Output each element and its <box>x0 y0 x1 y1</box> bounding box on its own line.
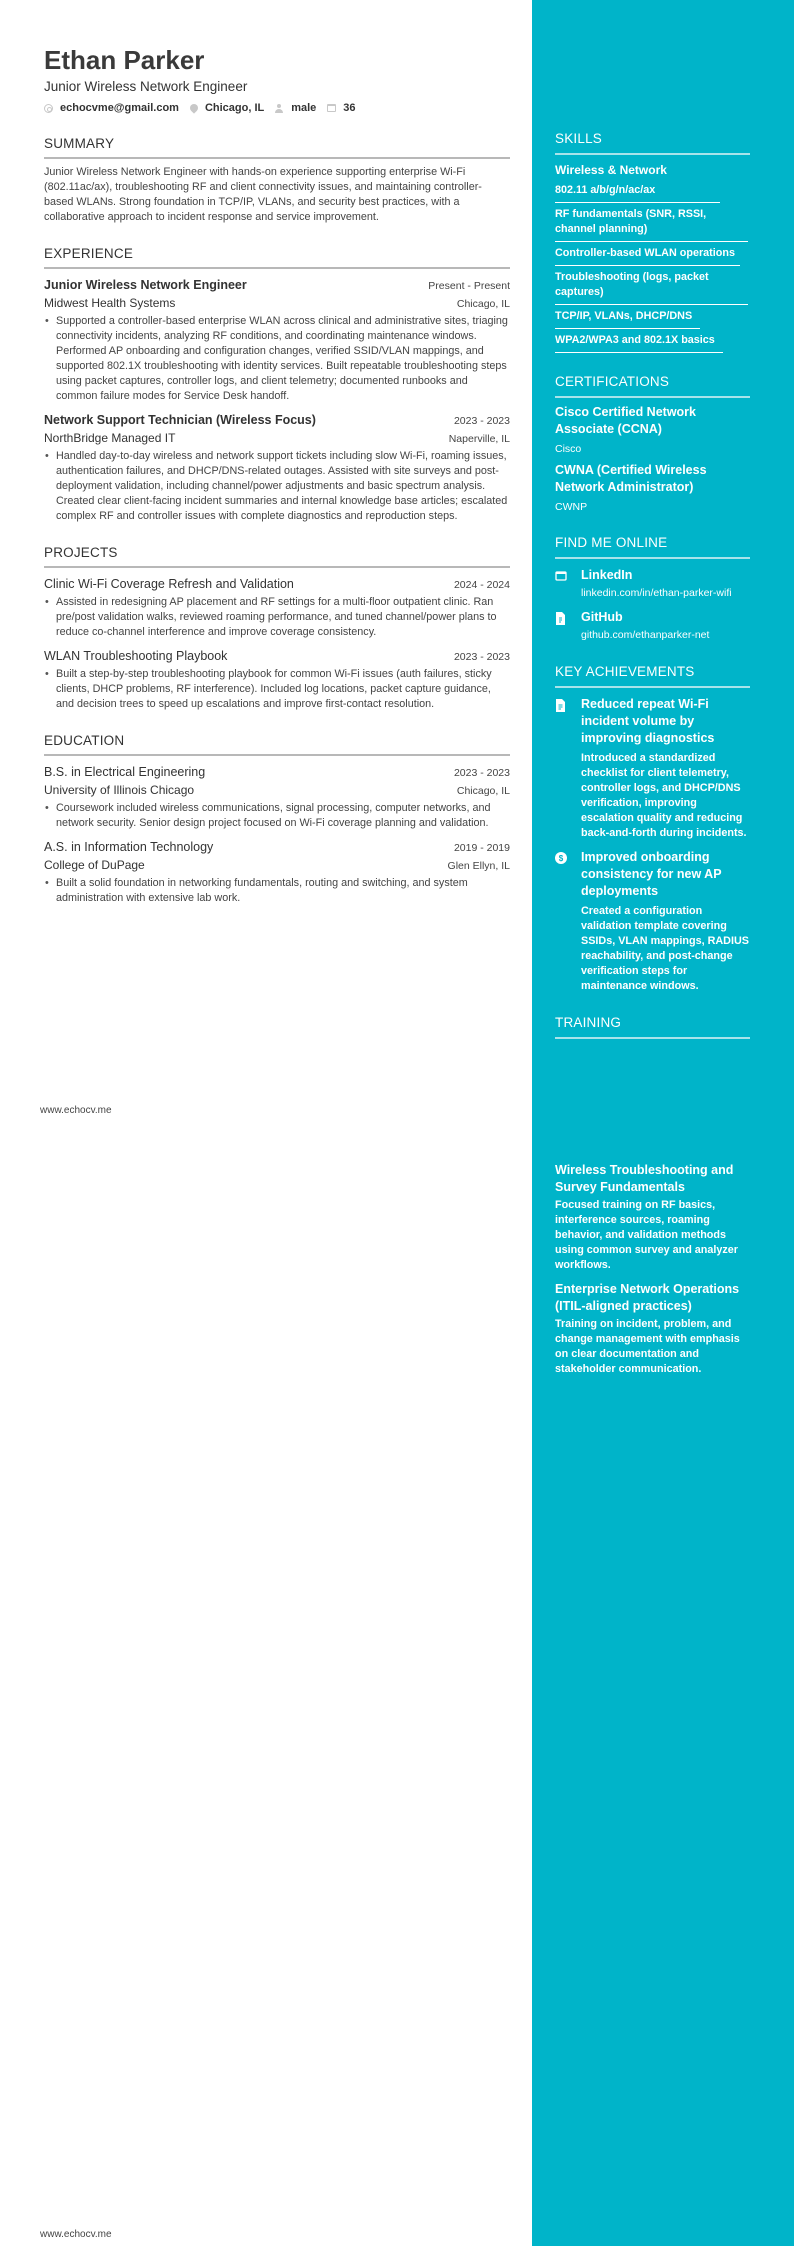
email-icon <box>44 104 53 113</box>
school-location: Glen Ellyn, IL <box>447 860 510 872</box>
location-icon <box>188 102 199 113</box>
job-dates: Present - Present <box>428 280 510 292</box>
candidate-name: Ethan Parker <box>44 45 205 75</box>
person-icon <box>275 104 284 113</box>
skills-section <box>555 130 750 353</box>
experience-entry <box>44 276 510 404</box>
job-location: Chicago, IL <box>456 298 510 310</box>
job-title: Junior Wireless Network Engineer <box>44 278 247 292</box>
gender-text: male <box>291 102 317 114</box>
education-dates: 2019 - 2019 <box>453 842 510 854</box>
certification-name: CWNA (Certified Wireless Network Administrator) <box>555 463 707 494</box>
age-text: 36 <box>343 102 356 114</box>
section-heading: FIND ME ONLINE <box>555 534 750 559</box>
job-dates: 2023 - 2023 <box>453 415 510 427</box>
candidate-title: Junior Wireless Network Engineer <box>44 79 248 94</box>
education-section <box>44 732 510 906</box>
skill-category: Wireless & Network <box>555 163 667 177</box>
company-name: NorthBridge Managed IT <box>44 431 176 445</box>
bullet: • Handled day-to-day wireless and network support tickets including slow Wi-Fi, roaming issues, authentication failures, and DHCP/DNS-related outages. Assisted with site surveys and post-deployment validation, including channel/power adjustments and basic spectrum analysis. Created clear client-facing incident summaries and internal knowledge base articles; escalated complex RF and controller issues with complete diagnostics and reproduction steps. <box>44 449 510 524</box>
skill-item: WPA2/WPA3 and 802.1X basics <box>555 329 723 353</box>
online-url[interactable]: github.com/ethanparker-net <box>581 629 710 641</box>
section-heading: SKILLS <box>555 130 750 155</box>
achievements-section <box>555 663 750 994</box>
education-dates: 2023 - 2023 <box>453 767 510 779</box>
skill-item: TCP/IP, VLANs, DHCP/DNS <box>555 305 700 329</box>
project-entry <box>44 647 510 712</box>
achievement-title: Reduced repeat Wi-Fi incident volume by improving diagnostics <box>581 697 715 745</box>
location-text: Chicago, IL <box>204 102 265 114</box>
degree-name: B.S. in Electrical Engineering <box>44 765 206 779</box>
bullet: • Assisted in redesigning AP placement and RF settings for a multi-floor outpatient clinic. Ran pre/post validation walks, reviewed roaming performance, and tuned channel/power plans to reduce co-channel interference and improve coverage consistency. <box>44 595 510 640</box>
training-items <box>555 1162 750 1377</box>
school-location: Chicago, IL <box>456 785 510 797</box>
certification-name: Cisco Certified Network Associate (CCNA) <box>555 405 697 436</box>
online-url[interactable]: linkedin.com/in/ethan-parker-wifi <box>581 587 732 599</box>
footer-link[interactable]: www.echocv.me <box>40 1105 112 1116</box>
github-icon <box>555 609 581 643</box>
section-heading: EDUCATION <box>44 732 510 756</box>
section-heading: CERTIFICATIONS <box>555 373 750 398</box>
online-link-github[interactable] <box>555 609 750 643</box>
project-name: Clinic Wi-Fi Coverage Refresh and Validation <box>44 577 294 591</box>
school-name: College of DuPage <box>44 858 145 872</box>
contact-email[interactable] <box>44 101 179 115</box>
online-section <box>555 534 750 643</box>
bullet: • Built a solid foundation in networking fundamentals, routing and switching, and system administration with extensive lab work. <box>44 876 510 906</box>
main-column <box>44 44 510 906</box>
sidebar <box>555 130 750 1039</box>
calendar-icon <box>327 104 336 112</box>
school-name: University of Illinois Chicago <box>44 783 195 797</box>
online-label: GitHub <box>581 610 623 624</box>
training-description: Focused training on RF basics, interference sources, roaming behavior, and validation methods using common survey and analyzer workflows. <box>555 1199 739 1271</box>
project-dates: 2024 - 2024 <box>453 579 510 591</box>
section-heading: TRAINING <box>555 1014 750 1039</box>
training-title: Wireless Troubleshooting and Survey Fundamentals <box>555 1163 734 1194</box>
education-entry <box>44 763 510 831</box>
linkedin-icon <box>555 567 581 601</box>
summary-section <box>44 135 510 225</box>
achievement-description: Created a configuration validation template covering SSIDs, VLAN mappings, RADIUS reachability, and post-change verification steps for maintenance windows. <box>581 905 749 992</box>
contact-row <box>44 101 510 115</box>
achievement-description: Introduced a standardized checklist for client telemetry, controller logs, and DHCP/DNS verification, improving escalation quality and reducing back-and-forth during incidents. <box>581 752 747 839</box>
skill-item: Controller-based WLAN operations <box>555 242 740 266</box>
bullet: • Built a step-by-step troubleshooting playbook for common Wi-Fi issues (auth failures, sticky clients, DHCP problems, RF interference). Included log locations, packet capture guidance, and decision trees to speed up escalations and improve first-contact resolution. <box>44 667 510 712</box>
bullet: • Coursework included wireless communications, signal processing, computer networks, and network security. Senior design project focused on Wi-Fi coverage planning and validation. <box>44 801 510 831</box>
achievement-item <box>555 849 750 994</box>
project-name: WLAN Troubleshooting Playbook <box>44 649 228 663</box>
dollar-icon <box>555 849 581 994</box>
project-entry <box>44 575 510 640</box>
experience-entry <box>44 411 510 524</box>
summary-text: Junior Wireless Network Engineer with hands-on experience supporting enterprise Wi-Fi (802.11ac/ax), troubleshooting RF and client connectivity issues, and maintaining controller-based WLANs. Strong foundation in TCP/IP, VLANs, and security best practices, with a collaborative approach to incident response and service improvement. <box>44 166 482 223</box>
projects-section <box>44 544 510 712</box>
education-entry <box>44 838 510 906</box>
online-link-linkedin[interactable] <box>555 567 750 601</box>
training-title: Enterprise Network Operations (ITIL-aligned practices) <box>555 1282 740 1313</box>
bullet: • Supported a controller-based enterprise WLAN across clinical and administrative sites, triaging connectivity incidents, analyzing RF conditions, and coordinating maintenance windows. Performed AP onboarding and configuration changes, verified SSID/VLAN mappings, and supported 802.1X troubleshooting with identity services. Built repeatable troubleshooting steps using packet captures, controller logs, and client telemetry; documented runbooks and common failure modes for Service Desk handoff. <box>44 314 510 404</box>
company-name: Midwest Health Systems <box>44 296 176 310</box>
skill-item: 802.11 a/b/g/n/ac/ax <box>555 179 720 203</box>
contact-age <box>327 101 355 115</box>
experience-section <box>44 245 510 524</box>
training-section <box>555 1014 750 1039</box>
online-label: LinkedIn <box>581 568 633 582</box>
section-heading: PROJECTS <box>44 544 510 568</box>
degree-name: A.S. in Information Technology <box>44 840 214 854</box>
skill-item: RF fundamentals (SNR, RSSI, channel planning) <box>555 203 748 242</box>
email-text: echocvme@gmail.com <box>60 102 179 114</box>
achievement-title: Improved onboarding consistency for new AP deployments <box>581 850 722 898</box>
job-title: Network Support Technician (Wireless Focus) <box>44 413 316 427</box>
achievement-item <box>555 696 750 841</box>
contact-gender <box>275 101 316 115</box>
job-location: Naperville, IL <box>448 433 510 445</box>
certifications-section <box>555 373 750 514</box>
section-heading: KEY ACHIEVEMENTS <box>555 663 750 688</box>
project-dates: 2023 - 2023 <box>453 651 510 663</box>
certification-issuer: Cisco <box>555 443 582 455</box>
contact-location <box>190 101 264 115</box>
section-heading: EXPERIENCE <box>44 245 510 269</box>
section-heading: SUMMARY <box>44 135 510 159</box>
skill-item: Troubleshooting (logs, packet captures) <box>555 266 748 305</box>
training-description: Training on incident, problem, and change management with emphasis on clear documentation and stakeholder communication. <box>555 1318 740 1375</box>
svg-text:$: $ <box>558 854 564 863</box>
document-icon <box>555 696 581 841</box>
certification-issuer: CWNP <box>555 501 588 513</box>
footer-link[interactable]: www.echocv.me <box>40 2229 112 2240</box>
